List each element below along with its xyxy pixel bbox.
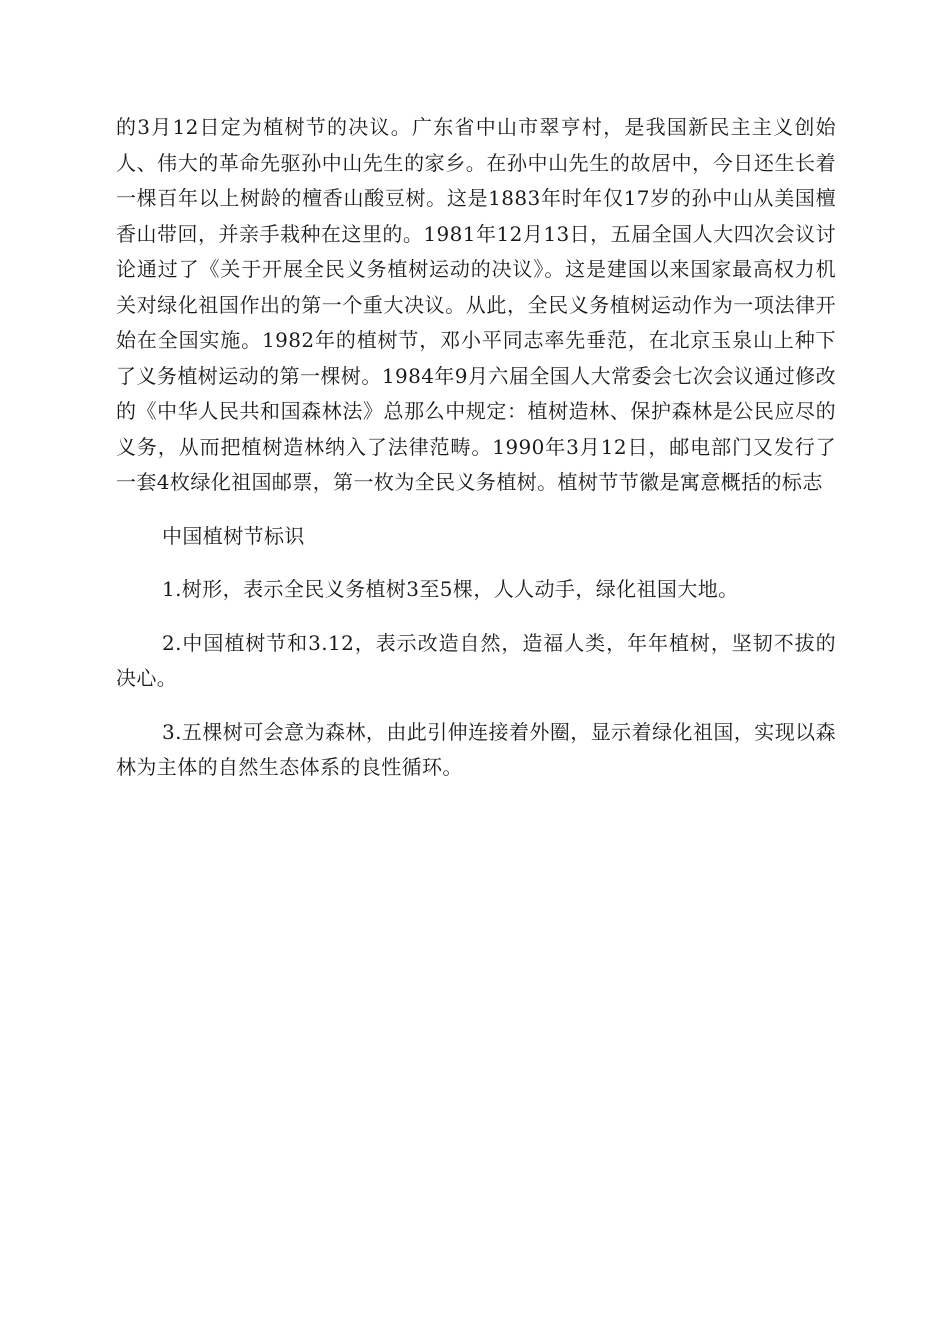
section-heading-logo: 中国植树节标识 — [162, 523, 305, 548]
paragraph-history: 的3月12日定为植树节的决议。广东省中山市翠亨村，是我国新民主主义创始人、伟大的革命先驱孙中山先生的家乡。在孙中山先生的故居中，今日还生长着一棵百年以上树龄的檀香山酸豆树。这是1883年时年仅17岁的孙中山从美国檀香山带回，并亲手栽种在这里的。1981年12月13日，五届全国人大四次会议讨论通过了《关于开展全民义务植树运动的决议》。这是建国以来国家最高权力机关对绿化祖国作出的第一个重大决议。从此，全民义务植树运动作为一项法律开始在全国实施。1982年的植树节，邓小平同志率先垂范，在北京玉泉山上种下了义务植树运动的第一棵树。1984年9月六届全国人大常委会七次会议通过修改的《中华人民共和国森林法》总那么中规定：植树造林、保护森林是公民应尽的义务，从而把植树造林纳入了法律范畴。1990年3月12日，邮电部门又发行了一套4枚绿化祖国邮票，第一枚为全民义务植树。植树节节徽是寓意概括的标志 — [116, 115, 836, 494]
document-body — [116, 110, 836, 804]
list-item-3: 3.五棵树可会意为森林，由此引伸连接着外圈，显示着绿化祖国，实现以森林为主体的自然生态体系的良性循环。 — [116, 719, 836, 779]
list-item-1: 1.树形，表示全民义务植树3至5棵，人人动手，绿化祖国大地。 — [162, 577, 739, 601]
list-item-2: 2.中国植树节和3.12，表示改造自然，造福人类，年年植树，坚韧不拔的决心。 — [116, 630, 836, 690]
